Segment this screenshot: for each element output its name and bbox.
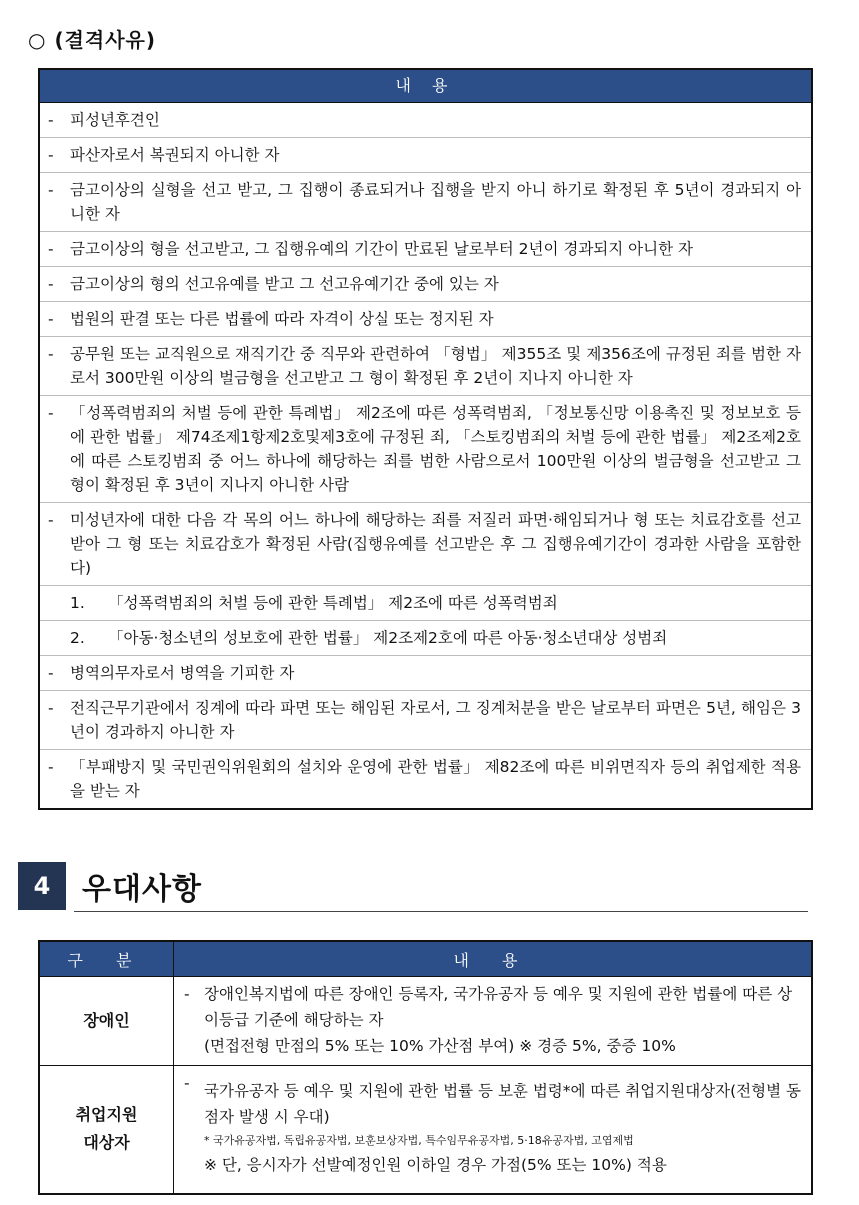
list-item <box>40 302 811 337</box>
section-heading-text: (결격사유) <box>54 28 157 52</box>
list-dash: - <box>48 181 54 199</box>
list-dash: - <box>48 699 54 717</box>
header-category: 구 분 <box>39 941 174 977</box>
preference-table-header-row <box>39 941 812 977</box>
list-item-text: 금고이상의 형을 선고받고, 그 집행유예의 기간이 만료된 날로부터 2년이 경과되지 아니한 자 <box>70 240 693 258</box>
list-item-text: 공무원 또는 교직원으로 재직기간 중 직무와 관련하여 「형법」 제355조 및 제356조에 규정된 죄를 범한 자로서 300만원 이상의 벌금형을 선고받고 그 형이 확정된 후 2년이 지나지 아니한 자 <box>70 345 801 387</box>
list-dash: - <box>48 310 54 328</box>
sub-list-item <box>40 586 811 621</box>
list-dash: - <box>48 664 54 682</box>
list-item <box>40 503 811 586</box>
list-number: 2. <box>70 629 85 647</box>
list-item-text: 법원의 판결 또는 다른 법률에 따라 자격이 상실 또는 정지된 자 <box>70 310 494 328</box>
list-item-text: 병역의무자로서 병역을 기피한 자 <box>70 664 295 682</box>
list-item <box>40 396 811 503</box>
preference-row-employment-support <box>39 1066 812 1194</box>
disabled-line2: (면접전형 만점의 5% 또는 10% 가산점 부여) ※ 경증 5%, 중증 10% <box>204 1037 676 1055</box>
support-line1: 국가유공자 등 예우 및 지원에 관한 법률 등 보훈 법령*에 따른 취업지원대상자(전형별 동점자 발생 시 우대) <box>204 1082 801 1127</box>
list-dash: - <box>48 111 54 129</box>
list-dash: - <box>184 985 190 1003</box>
list-item-text: 「성폭력범죄의 처벌 등에 관한 특례법」 제2조에 따른 성폭력범죄 <box>108 594 558 612</box>
list-dash: - <box>48 345 54 363</box>
disabled-line1: 장애인복지법에 따른 장애인 등록자, 국가유공자 등 예우 및 지원에 관한 법률에 따른 상이등급 기준에 해당하는 자 <box>204 985 793 1029</box>
circle-bullet-icon: ○ <box>28 28 47 52</box>
list-item <box>40 750 811 808</box>
sub-list-item <box>40 621 811 656</box>
list-item-text: 금고이상의 형의 선고유예를 받고 그 선고유예기간 중에 있는 자 <box>70 275 499 293</box>
content-disabled <box>174 977 813 1066</box>
preference-table <box>38 940 813 1195</box>
content-employment-support <box>174 1066 813 1194</box>
list-item-text: 「부패방지 및 국민권익위원회의 설치와 운영에 관한 법률」 제82조에 따른 비위면직자 등의 취업제한 적용을 받는 자 <box>70 758 801 800</box>
header-content: 내 용 <box>174 941 813 977</box>
list-item <box>40 267 811 302</box>
list-dash: - <box>48 511 54 529</box>
list-dash: - <box>48 275 54 293</box>
section-title: 우대사항 <box>82 872 202 907</box>
list-number: 1. <box>70 594 85 612</box>
category-line1: 취업지원 <box>75 1105 138 1125</box>
list-item-text: 피성년후견인 <box>70 111 160 129</box>
section-4-title-bar <box>18 862 808 910</box>
list-dash: - <box>48 404 54 422</box>
list-item-text: 「아동·청소년의 성보호에 관한 법률」 제2조제2호에 따른 아동·청소년대상 성범죄 <box>108 629 668 647</box>
list-item-text: 전직근무기관에서 징계에 따라 파면 또는 해임된 자로서, 그 징계처분을 받은 날로부터 파면은 5년, 해임은 3년이 경과하지 아니한 자 <box>70 699 801 741</box>
list-item <box>40 138 811 173</box>
support-note: ※ 단, 응시자가 선발예정인원 이하일 경우 가점(5% 또는 10%) 적용 <box>204 1156 667 1175</box>
list-item-text: 금고이상의 실형을 선고 받고, 그 집행이 종료되거나 집행을 받지 아니 하기로 확정된 후 5년이 경과되지 아니한 자 <box>70 181 801 223</box>
list-dash: - <box>184 1074 190 1092</box>
list-item <box>40 232 811 267</box>
list-dash: - <box>48 240 54 258</box>
list-dash: - <box>48 758 54 776</box>
support-footnote: * 국가유공자법, 독립유공자법, 보훈보상자법, 특수임무유공자법, 5·18유공자법, 고엽제법 <box>204 1134 634 1148</box>
list-item <box>40 691 811 750</box>
category-line2: 대상자 <box>83 1133 130 1153</box>
section-divider <box>74 911 808 912</box>
list-item-text: 파산자로서 복권되지 아니한 자 <box>70 146 280 164</box>
list-item <box>40 337 811 396</box>
category-disabled: 장애인 <box>39 977 174 1066</box>
list-dash: - <box>48 146 54 164</box>
disqualification-table-header: 내 용 <box>40 70 811 103</box>
preference-row-disabled <box>39 977 812 1066</box>
list-item <box>40 173 811 232</box>
section-heading <box>28 24 156 53</box>
list-item-text: 「성폭력범죄의 처벌 등에 관한 특례법」 제2조에 따른 성폭력범죄, 「정보통신망 이용촉진 및 정보보호 등에 관한 법률」 제74조제1항제2호및제3호에 규정된 죄, 「스토킹범죄의 처벌 등에 관한 법률」 제2조제2호에 따른 스토킹범죄 중 어느 하나에 해당하는 죄를 범한 사람으로서 100만원 이상의 벌금형을 선고받고 그 형이 확정된 후 3년이 지나지 아니한 사람 <box>70 404 801 494</box>
category-employment-support <box>39 1066 174 1194</box>
list-item-text: 미성년자에 대한 다음 각 목의 어느 하나에 해당하는 죄를 저질러 파면·해임되거나 형 또는 치료감호를 선고받아 그 형 또는 치료감호가 확정된 사람(집행유예를 선고받은 후 그 집행유예기간이 경과한 사람을 포함한다) <box>70 511 801 577</box>
list-item <box>40 103 811 138</box>
disqualification-table <box>38 68 813 810</box>
list-item <box>40 656 811 691</box>
section-number-badge: 4 <box>18 862 66 910</box>
